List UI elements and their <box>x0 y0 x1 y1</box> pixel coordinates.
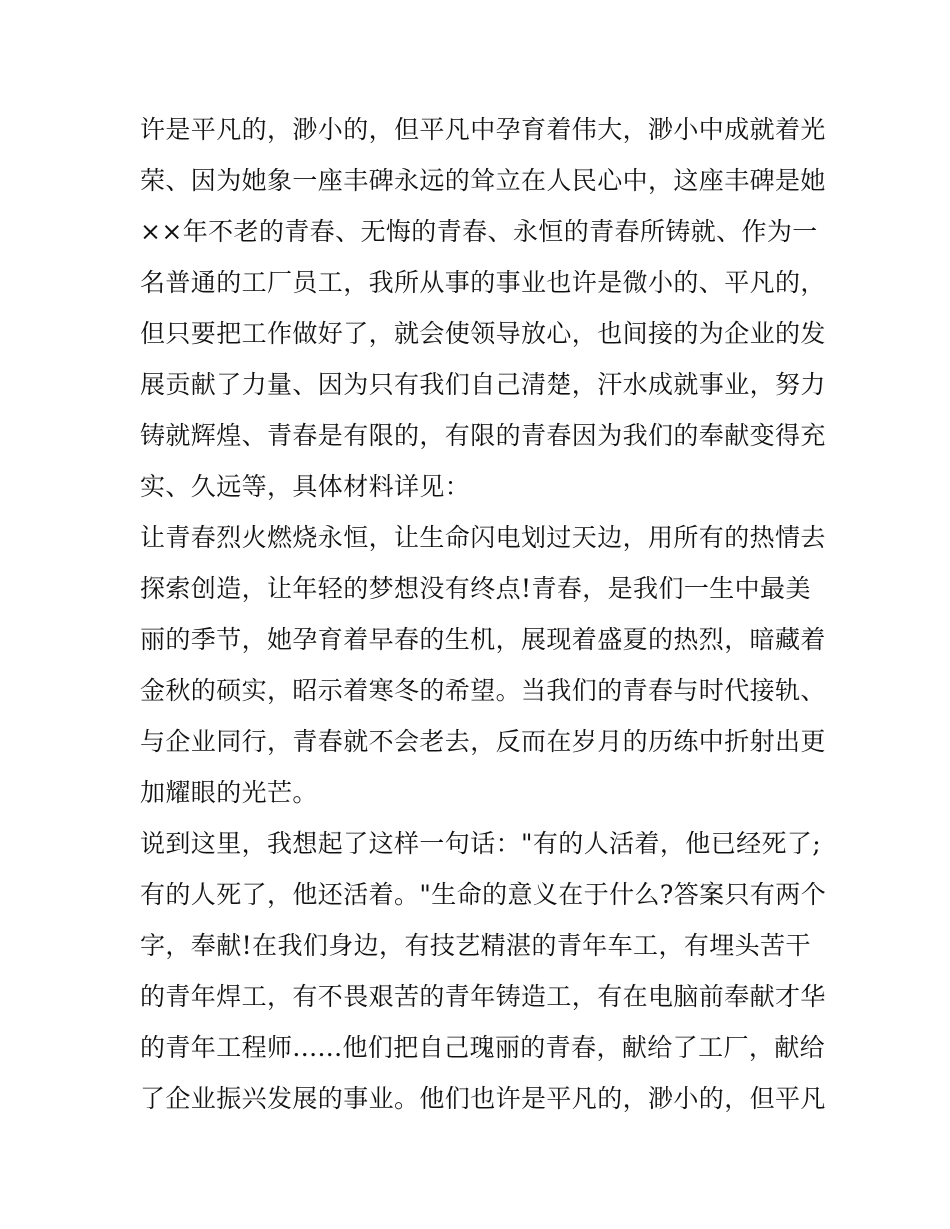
text-line: 实、久远等，具体材料详见： <box>140 472 471 501</box>
text-line: 但只要把工作做好了，就会使领导放心，也间接的为企业的发 <box>140 319 826 348</box>
text-line: 展贡献了力量、因为只有我们自己清楚，汗水成就事业，努力 <box>140 370 826 399</box>
text-line: 字，奉献!在我们身边，有技艺精湛的青年车工，有埋头苦干 <box>140 931 811 960</box>
text-line: 有的人死了，他还活着。"生命的意义在于什么?答案只有两个 <box>140 880 827 909</box>
text-line: 让青春烈火燃烧永恒，让生命闪电划过天边，用所有的热情去 <box>140 523 826 552</box>
text-line: 铸就辉煌、青春是有限的，有限的青春因为我们的奉献变得充 <box>140 421 826 450</box>
text-line: 许是平凡的，渺小的，但平凡中孕育着伟大，渺小中成就着光 <box>140 115 826 144</box>
document-body <box>140 104 827 1124</box>
text-line: 名普通的工厂员工，我所从事的事业也许是微小的、平凡的， <box>140 268 826 297</box>
text-line: 说到这里，我想起了这样一句话："有的人活着，他已经死了; <box>140 829 822 858</box>
text-line: 的青年工程师......他们把自己瑰丽的青春，献给了工厂，献给 <box>140 1033 826 1062</box>
text-line: ××年不老的青春、无悔的青春、永恒的青春所铸就、作为一 <box>140 217 818 246</box>
text-line: 荣、因为她象一座丰碑永远的耸立在人民心中，这座丰碑是她 <box>140 166 826 195</box>
text-line: 丽的季节，她孕育着早春的生机，展现着盛夏的热烈，暗藏着 <box>140 625 826 654</box>
text-line: 加耀眼的光芒。 <box>140 778 318 807</box>
text-line: 探索创造，让年轻的梦想没有终点!青春，是我们一生中最美 <box>140 574 811 603</box>
text-line: 了企业振兴发展的事业。他们也许是平凡的，渺小的，但平凡 <box>140 1084 826 1113</box>
text-line: 金秋的硕实，昭示着寒冬的希望。当我们的青春与时代接轨、 <box>140 676 826 705</box>
text-line: 的青年焊工，有不畏艰苦的青年铸造工，有在电脑前奉献才华 <box>140 982 826 1011</box>
text-line: 与企业同行，青春就不会老去，反而在岁月的历练中折射出更 <box>140 727 826 756</box>
